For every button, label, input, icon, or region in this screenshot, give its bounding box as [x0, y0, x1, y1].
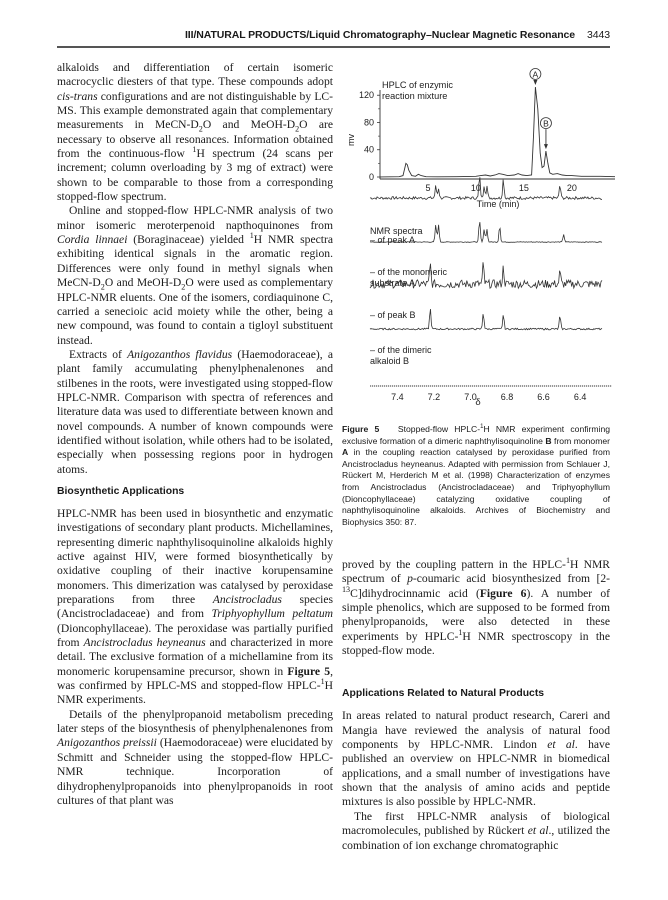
page-number: 3443 — [587, 29, 610, 41]
hplc-x-axis-label: Time (min) — [476, 199, 520, 209]
hplc-y-axis-label: mv — [346, 134, 356, 146]
nmr-series-label: – of peak B — [370, 310, 416, 320]
nmr-x-tick-label: 6.8 — [500, 392, 514, 402]
section-heading-biosynthetic: Biosynthetic Applications — [57, 485, 185, 497]
hplc-y-tick-label: 120 — [358, 90, 374, 101]
hplc-x-tick-label: 10 — [470, 183, 481, 193]
hplc-y-tick-label: 40 — [363, 144, 374, 155]
peak-A-label: A — [532, 69, 539, 80]
section-heading-applications: Applications Related to Natural Products — [342, 688, 545, 700]
figure-caption: Figure 5 Stopped-flow HPLC-$^1$H NMR experiment confirming exclusive formation of a dimeric naphthylisoquinoline B from monomer A in the coupling reaction catalysed by peroxidase purified from Ancistrocladus heyneanus. Adapted with permission from Schlauer J, Rückert M, Herderich M et al. (1998) Characterization of enzymes from Ancistrocladus (Ancistrocladaceae) and Triphyophyllum (Dioncophyllaceae) catalyzing oxidative coupling of naphthylisoquinoline alkaloids. Archives of Biochemistry and Biophysics 350: 87. — [342, 424, 611, 527]
paragraph: HPLC-NMR has been used in biosynthetic and enzymatic investigations of secondary plant products. Michellamines, representing dimeric naphthylisoquinoline alkaloids highly active against HIV, were formed biosynthetically by oxidative coupling of their inactive korupensamine monomers. This dimerization was catalysed by peroxidase preparations from three Ancistrocladus species (Ancistrocladaceae) and from Triphyophyllum peltatum (Dioncophyllaceae). The peroxidase was partially purified from Ancistrocladus heyneanus and characterized in more detail. The exclusive formation of a michellamine from its monomeric korupensamine precursor, shown in Figure 5, was confirmed by HPLC-MS and stopped-flow HPLC-$^1$H NMR experiments. — [57, 506, 334, 707]
running-header: III/NATURAL PRODUCTS/Liquid Chromatography–Nuclear Magnetic Resonance 3443 — [184, 29, 610, 41]
nmr-series-label: alkaloid B — [370, 356, 410, 366]
paragraph: Details of the phenylpropanoid metabolism preceding later steps of the biosynthesis of phenylphenalenones from Anigozanthos preissii (Haemodoraceae) were elucidated by Schmitt and Schneider using the stopped-flow HPLC-NMR technique. Incorporation of dihydrophenylpropanoids into phenylpropanoids in root cultures of that plant was — [57, 707, 333, 807]
nmr-x-tick-label: 7.0 — [464, 392, 477, 402]
figure-5 — [340, 60, 615, 420]
nmr-series-label: – of peak A — [370, 235, 416, 245]
paragraph: Extracts of Anigozanthos flavidus (Haemodoraceae), a plant family accumulating phenylphenalenones and stilbenes in the roots, were investigated using stopped-flow HPLC-NMR. Comparison with spectra of references and literature data was used to differentiate between known and novel compounds. A number of known compounds were identified without isolation, while others had to be isolated, especially when possessing regions poor in hydrogen atoms. — [57, 347, 333, 476]
paragraph: Online and stopped-flow HPLC-NMR analysis of two minor isomeric meroterpenoid napthoquinones from Cordia linnaei (Boraginaceae) yielded $^1$H NMR spectra exhibiting identical signals in the aromatic region. Differences were only found in methyl signals when MeCN-$D_2O$ and MeOH-$D_2O$ were used as complementary HPLC-NMR eluents. One of the isomers, cordiaquinone C, carried a senecioic acid moiety while the other, being a new compound, was found to contain a tigloyl substituent instead. — [57, 204, 334, 347]
nmr-spectra — [370, 177, 612, 408]
peak-B-label: B — [543, 118, 549, 129]
peak-B-arrowhead — [544, 144, 548, 149]
right-column — [342, 558, 610, 853]
hplc-title-line2: reaction mixture — [382, 91, 448, 101]
header-section: III — [184, 29, 194, 41]
peak-A-arrowhead — [533, 80, 537, 85]
header-topic: Liquid Chromatography–Nuclear Magnetic Resonance — [309, 29, 576, 41]
figure-6-link[interactable]: Figure 6 — [479, 586, 527, 600]
nmr-x-tick-label: 7.4 — [391, 392, 404, 402]
nmr-x-tick-label: 7.2 — [427, 392, 441, 402]
paragraph: proved by the coupling pattern in the HPLC-$^1$H NMR spectrum of p-coumaric acid biosynthesized from [2-$^{13}$C]dihydrocinnamic acid (Figure 6). A number of simple phenolics, which are supposed to be formed from phenylpropanoids, were also detected in these experiments by HPLC-$^1$H NMR spectroscopy in the stopped-flow mode. — [342, 556, 611, 658]
header-part: NATURAL PRODUCTS — [196, 29, 307, 41]
hplc-y-tick-label: 0 — [368, 172, 374, 182]
hplc-y-tick-label: 80 — [363, 117, 374, 128]
paragraph: The first HPLC-NMR analysis of biological macromolecules, published by Rückert et al., utilized the combination of ion exchange chromatographic — [342, 809, 610, 852]
nmr-series-label: – of the dimeric — [370, 345, 432, 355]
hplc-title-line1: HPLC of enzymic — [382, 80, 453, 90]
nmr-title: NMR spectra — [370, 226, 423, 236]
nmr-x-tick-label: 6.6 — [537, 392, 550, 402]
caption-label: Figure 5 — [342, 424, 380, 434]
header-rule — [57, 46, 610, 48]
nmr-x-tick-label: 6.4 — [573, 392, 587, 402]
nmr-x-axis-label: δ — [475, 397, 481, 408]
left-column — [57, 61, 333, 808]
nmr-series-label: – of the monomeric — [370, 267, 448, 277]
figure-5-link[interactable]: Figure 5 — [287, 664, 331, 678]
paragraph: In areas related to natural product research, Careri and Mangia have reviewed the analysis of natural food components by HPLC-NMR. Lindon et al. have published an overview on HPLC-NMR in biomedical applications, and a small number of investigations have shown that the analysis of amino acids and peptide mixtures is also possible by HPLC-NMR. — [342, 709, 610, 809]
hplc-x-tick-label: 5 — [425, 183, 431, 193]
hplc-x-tick-label: 15 — [518, 183, 529, 193]
nmr-series-label: substrate A — [370, 278, 416, 288]
paragraph: alkaloids and differentiation of certain isomeric macrocyclic diesters of that type. These compounds adopt cis-trans configurations and are not distinguishable by LC-MS. This example demonstrated again that complementary measurements in MeCN-$D_2O$ and MeOH-$D_2O$ are necessary to observe all resonances. Information obtained from the continuous-flow $^1$H spectrum (24 scans per increment; column overloading by 3 mg of extract) were shown to be comparable to those from a corresponding stopped-flow spectrum. — [57, 61, 333, 204]
hplc-x-tick-label: 20 — [566, 183, 577, 193]
